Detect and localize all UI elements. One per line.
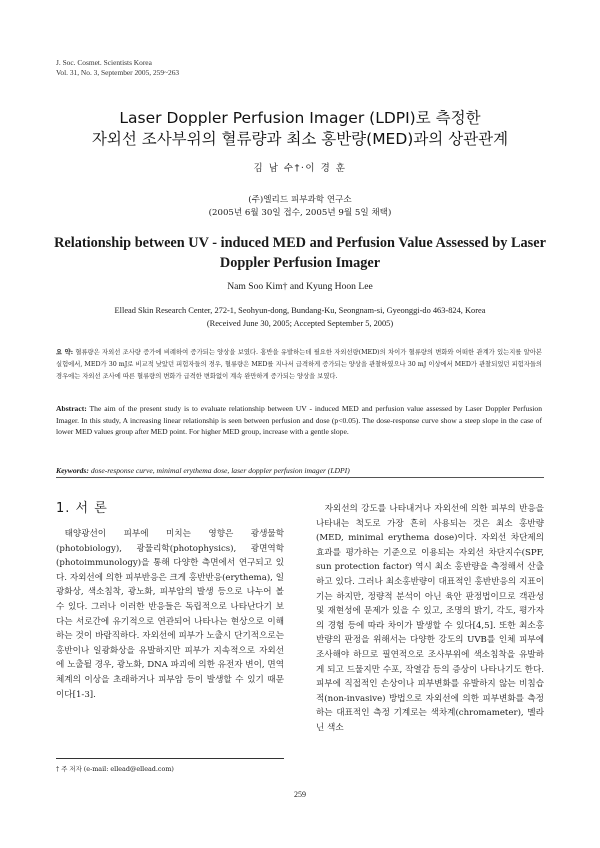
english-title: Relationship between UV - induced MED and Perfusion Value Assessed by Laser Doppler Perfusion Imager bbox=[54, 235, 546, 271]
keywords-text: dose-response curve, minimal erythema dose, laser doppler perfusion imager (LDPI) bbox=[90, 466, 350, 475]
korean-abstract-text: 혈류량은 자외선 조사량 증가에 비례하여 증가되는 양상을 보였다. 홍반을 유발하는데 필요한 자외선량(MED)의 차이가 혈류량의 변화와 어떠한 관계가 있는지를 알아본 실험에서, MED가 30 mJ로 비교적 낮았던 피험자들의 경우, 혈류량은 MED를 지나서 급격하게 증가되는 양상을 관찰하였으나 30 mJ 이상에서 MED가 관찰되었던 피험자들의 경우에는 자외선 조사에 따른 혈류량의 변화가 급격한 변화없이 계속 완만하게 증가되는 양상을 보였다. bbox=[56, 349, 542, 380]
left-column-paragraph: 태양광선이 피부에 미치는 영향은 광생물학(photobiology), 광물리학(photophysics), 광면역학(photoimmunology)을 통해 다양한 측면에서 연구되고 있다. 자외선에 의한 피부반응은 크게 홍반반응(erythema), 일광화상, 색소침착, 광노화, 피부암의 발생 등으로 나누어 볼 수 있다. 그러나 이러한 반응들은 독립적으로 나타난다기 보다는 서로간에 유기적으로 연관되어 나타나는 현상으로 이해하는 것이 바람직하다. 자외선에 피부가 노출시 단기적으로는 홍반이나 일광화상을 유발하지만 피부가 지속적으로 자외선에 노출될 경우, 광노화, DNA 파괴에 의한 유전자 변이, 면역체계의 이상을 초래하거나 피부암 등이 발생할 수 있기 때문이다[1-3]. bbox=[56, 529, 284, 700]
korean-abstract-label: 요 약: bbox=[56, 349, 74, 356]
right-column-paragraph: 자외선의 강도를 나타내거나 자외선에 의한 피부의 반응을 나타내는 척도로 가장 흔히 사용되는 것은 최소 홍반량(MED, minimal erythema dose)이다. 자외선 차단제의 효과를 평가하는 기준으로 이용되는 자외선 차단지수(SPF, sun protection factor) 역시 최소 홍반량을 측정해서 산출하고 있다. 그러나 최소홍반량이 대표적인 홍반반응의 지표이기는 하지만, 정량적 분석이 아닌 육안 판정법이므로 객관성 및 재현성에 문제가 있을 수 있고, 조명의 밝기, 각도, 평가자의 경험 등에 따라 차이가 발생할 수 있다[4,5]. 또한 최소홍반량의 판정을 위해서는 다양한 강도의 UVB를 인체 피부에 조사해야 하므로 필연적으로 조사부위에 색소침착을 유발하게 되고 드물지만 수포, 작열감 등의 증상이 나타나기도 한다. 피부에 직접적인 손상이나 피부변화를 유발하지 않는 비침습적(non-invasive) 방법으로 자외선에 의한 피부변화를 측정하는 대표적인 측정 기계로는 색차계(chromameter), 멜라닌 색소 bbox=[316, 504, 544, 733]
english-received-dates: (Received June 30, 2005; Accepted September 5, 2005) bbox=[206, 319, 394, 328]
korean-affiliation-name: (주)엘리드 피부과학 연구소 bbox=[248, 195, 352, 205]
footnote: † 주 저자 (e-mail: ellead@ellead.com) bbox=[56, 765, 174, 773]
english-abstract-text: The aim of the present study is to evaluate relationship between UV - induced MED and perfusion value assessed by Laser Doppler Perfusion Imager. In this study, A increasing linear relationship is seen between perfusion and dose (p<0.05). The dose-response curve show a steep slope in the case of lower MED values group after MED point. For higher MED group, increase with a gentle slope. bbox=[56, 404, 542, 436]
right-column bbox=[316, 502, 544, 736]
journal-header bbox=[56, 58, 179, 77]
english-abstract bbox=[56, 403, 542, 438]
journal-name: J. Soc. Cosmet. Scientists Korea bbox=[56, 58, 152, 67]
english-affiliation-address: Ellead Skin Research Center, 272-1, Seohyun-dong, Bundang-Ku, Seongnam-si, Gyeonggi-do 463-824, Korea bbox=[114, 306, 486, 315]
korean-abstract bbox=[56, 347, 542, 383]
korean-title-line-2: 자외선 조사부위의 혈류량과 최소 홍반량(MED)과의 상관관계 bbox=[91, 130, 509, 148]
korean-authors: 김 남 수†·이 경 훈 bbox=[253, 163, 347, 174]
keywords bbox=[56, 466, 542, 475]
page-number: 259 bbox=[294, 790, 306, 799]
journal-volume: Vol. 31, No. 3, September 2005, 259~263 bbox=[56, 67, 180, 77]
section-heading-introduction: 1. 서 론 bbox=[56, 501, 108, 516]
section-divider bbox=[56, 477, 544, 478]
english-abstract-label: Abstract: bbox=[56, 404, 87, 413]
footnote-divider bbox=[56, 758, 284, 759]
keywords-label: Keywords: bbox=[56, 466, 89, 475]
english-authors: Nam Soo Kim† and Kyung Hoon Lee bbox=[227, 281, 373, 292]
korean-affiliation bbox=[0, 194, 600, 220]
english-affiliation bbox=[0, 304, 600, 330]
korean-title-line-1: Laser Doppler Perfusion Imager (LDPI)로 측정한 bbox=[119, 109, 481, 127]
korean-received-dates: (2005년 6월 30일 접수, 2005년 9월 5일 채택) bbox=[208, 208, 392, 218]
left-column bbox=[56, 527, 284, 702]
